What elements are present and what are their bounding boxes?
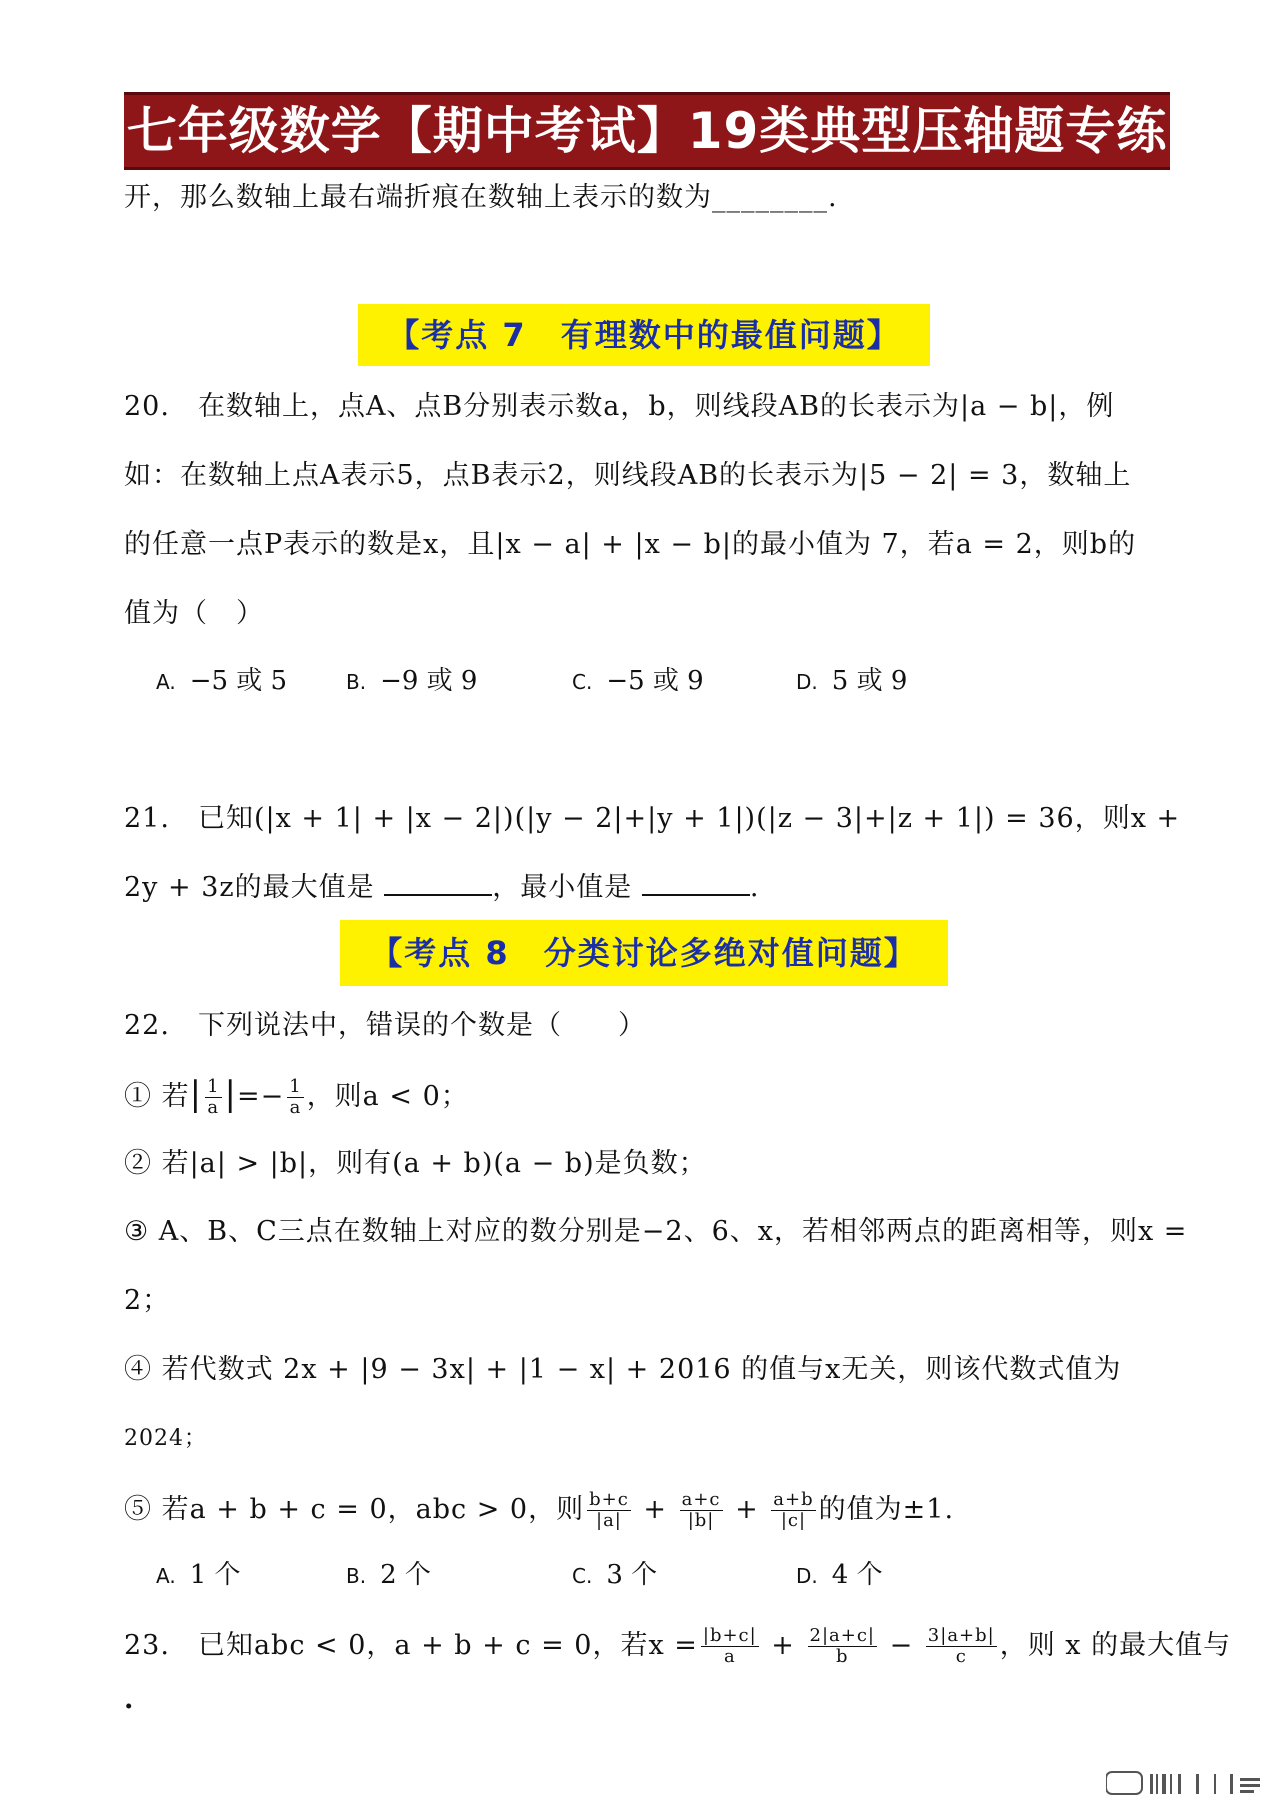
choice-letter: B. — [346, 670, 367, 694]
q20-choice-b — [346, 664, 477, 699]
choice-letter: B. — [346, 1564, 367, 1588]
choice-letter: A. — [156, 1564, 176, 1588]
q21-line1: 21. 已知(|x + 1| + |x − 2|)(|y − 2|+|y + 1|)(|z − 3|+|z + 1|) = 36，则x + — [124, 803, 1181, 834]
choice-text: −9 或 9 — [380, 666, 478, 696]
q21-max-blank — [384, 870, 492, 896]
frac-den: a — [289, 1097, 302, 1118]
item1-prefix: ① 若 — [124, 1081, 190, 1112]
frac-den: a — [723, 1646, 736, 1667]
choice-letter: D. — [796, 1564, 818, 1588]
q22-choice-d — [796, 1558, 883, 1593]
q22-choice-c — [572, 1558, 657, 1593]
q21-min-label: ，最小值是 — [492, 872, 633, 903]
q20-line3: 的任意一点P表示的数是x，且|x − a| + |x − b|的最小值为 7，若a = 2，则b的 — [124, 529, 1137, 560]
item5-fraction-3 — [771, 1490, 815, 1531]
frac-num: 1 — [289, 1076, 302, 1097]
choice-text: −5 或 9 — [606, 666, 704, 696]
section-tag-7: 【考点 7 有理数中的最值问题】 — [358, 304, 930, 366]
choice-text: 3 个 — [606, 1560, 658, 1590]
item1-eq: =− — [236, 1081, 285, 1112]
item5-suffix: 的值为±1. — [818, 1494, 955, 1525]
page-title-banner: 七年级数学【期中考试】19类典型压轴题专练 — [124, 92, 1170, 170]
frac-num: |b+c| — [702, 1625, 757, 1646]
item5-fraction-1 — [587, 1490, 631, 1531]
frac-den: |a| — [596, 1510, 622, 1531]
item5-prefix: ⑤ 若a + b + c = 0，abc > 0，则 — [124, 1494, 585, 1525]
q23-line1: 23. 已知abc < 0，a + b + c = 0，若x = $\frac{|b+c|}{a}$ + $\frac{2|a+c|}{b}$ − $\frac{3|a+b|}{c}$ ，则 x 的最大值与 — [124, 1625, 1232, 1667]
frac-num: b+c — [589, 1489, 629, 1510]
choice-text: 1 个 — [189, 1560, 241, 1590]
frac-num: a+c — [681, 1489, 721, 1510]
q20-line1: 20. 在数轴上，点A、点B分别表示数a，b，则线段AB的长表示为|a − b|，例 — [124, 391, 1115, 422]
q21-end: . — [749, 872, 760, 903]
choice-letter: A. — [156, 670, 176, 694]
section-tag-8: 【考点 8 分类讨论多绝对值问题】 — [340, 920, 948, 986]
frac-den: |c| — [780, 1510, 807, 1531]
intro-blank: ________. — [712, 182, 838, 213]
barcode-watermark-icon — [1106, 1770, 1266, 1796]
intro-line — [124, 180, 838, 216]
q22-item4-line1: ④ 若代数式 2x + |9 − 3x| + |1 − x| + 2016 的值与x无关，则该代数式值为 — [124, 1354, 1122, 1385]
abs-bar-left: | — [189, 1074, 203, 1114]
q22-item3-line2: 2； — [124, 1285, 171, 1316]
frac-num: 2|a+c| — [809, 1625, 875, 1646]
item1-fraction — [205, 1077, 221, 1118]
intro-text: 开，那么数轴上最右端折痕在数轴上表示的数为 — [124, 182, 712, 213]
q21-min-blank — [642, 870, 750, 896]
item5-fraction-2 — [680, 1490, 723, 1531]
q22-item3-line1: ③ A、B、C三点在数轴上对应的数分别是−2、6、x，若相邻两点的距离相等，则x = — [124, 1216, 1188, 1247]
q22-item4-line2: 2024； — [124, 1426, 207, 1451]
item1-fraction-2 — [287, 1077, 303, 1118]
choice-letter: D. — [796, 670, 818, 694]
q23-fraction-1 — [701, 1626, 759, 1667]
choice-letter: C. — [572, 1564, 593, 1588]
frac-den: b — [835, 1646, 849, 1667]
q21-max-label: 2y + 3z的最大值是 — [124, 872, 375, 903]
q20-choice-c — [572, 664, 704, 699]
q23-suffix: ，则 x 的最大值与 — [999, 1630, 1232, 1661]
frac-num: a+b — [773, 1489, 814, 1510]
q22-item1 — [124, 1076, 469, 1118]
q22-choice-a — [156, 1558, 241, 1593]
abs-bar-right: | — [224, 1074, 237, 1114]
q23-fraction-3 — [926, 1626, 997, 1667]
frac-num: 1 — [207, 1076, 220, 1097]
frac-den: |b| — [687, 1510, 715, 1531]
choice-letter: C. — [572, 670, 593, 694]
frac-den: c — [955, 1646, 967, 1667]
q23-fraction-2 — [808, 1626, 877, 1667]
q23-prefix: 23. 已知abc < 0，a + b + c = 0，若x = — [124, 1630, 698, 1661]
frac-den: a — [207, 1097, 220, 1118]
q20-choice-a — [156, 664, 287, 699]
item1-suffix: ，则a < 0； — [306, 1081, 469, 1112]
q23-line2: . — [124, 1684, 135, 1715]
choice-text: −5 或 5 — [189, 666, 288, 696]
choice-text: 2 个 — [380, 1560, 431, 1590]
q22-choice-b — [346, 1558, 431, 1593]
q22-item2: ② 若|a| > |b|，则有(a + b)(a − b)是负数； — [124, 1148, 707, 1179]
q22-stem: 22. 下列说法中，错误的个数是（ ） — [124, 1010, 646, 1041]
q20-line4: 值为（ ） — [124, 598, 264, 629]
q22-item5: ⑤ 若a + b + c = 0，abc > 0，则 $\frac{b+c}{|a|}$ + $\frac{a+c}{|b|}$ + $\frac{a+b}{|c|}$ 的值为±1. — [124, 1489, 955, 1531]
q21-line2 — [124, 870, 759, 906]
choice-text: 5 或 9 — [831, 666, 908, 696]
frac-num: 3|a+b| — [927, 1625, 995, 1646]
q20-line2: 如：在数轴上点A表示5，点B表示2，则线段AB的长表示为|5 − 2| = 3，数轴上 — [124, 460, 1132, 491]
choice-text: 4 个 — [831, 1560, 883, 1590]
q20-choice-d — [796, 664, 907, 699]
